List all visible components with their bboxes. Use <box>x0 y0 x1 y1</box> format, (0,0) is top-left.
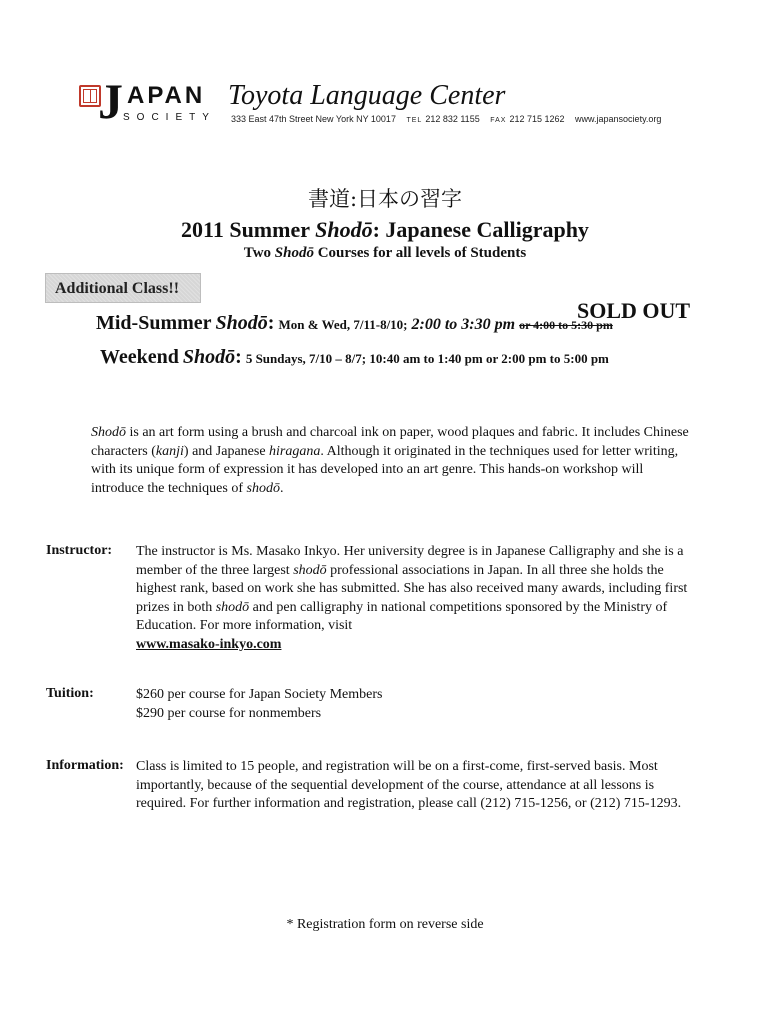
logo-letter-j: J <box>98 73 123 129</box>
instructor-text <box>136 543 696 654</box>
intro-text: . Although it originated in the techniques used for letter writing, with its unique form of expression it has developed into an art genre. This hands-on workshop will introduce the techniques of <box>91 443 679 496</box>
midsummer-dates: Mon & Wed, 7/11-8/10; <box>278 317 408 332</box>
sold-out-badge: SOLD OUT <box>577 298 691 323</box>
instructor-text-part: professional associations in Japan. In all three she holds the highest rank, based on work she has submitted. She has also received many awards, including first prizes in both <box>136 562 688 615</box>
instructor-text-part: shodō <box>293 562 327 578</box>
sub-title-suffix: Courses for all levels of Students <box>317 245 527 261</box>
website-link[interactable]: www.japansociety.org <box>575 114 662 124</box>
intro-text: Shodō <box>91 425 126 440</box>
information-text: Class is limited to 15 people, and registration will be on a first-come, first-served basis. Most importantly, because of the sequential development of the course, attendance at all lessons is required. For further information and registration, please call (212) 715-1256, or (212) 715-1293. <box>136 759 682 811</box>
additional-class-badge: Additional Class!! <box>45 273 201 303</box>
logo-apan: APAN <box>127 82 206 109</box>
weekend-course <box>100 346 609 369</box>
midsummer-name: Mid-Summer <box>96 312 212 334</box>
tel-number: 212 832 1155 <box>425 114 480 124</box>
midsummer-course <box>96 312 613 335</box>
instructor-website-link[interactable]: www.masako-inkyo.com <box>136 636 282 652</box>
sub-title-prefix: Two <box>243 245 272 261</box>
instructor-text-part: and pen calligraphy in national competitions sponsored by the Ministry of Education. For more information, visit <box>136 599 668 633</box>
main-title-shodo: Shodō <box>315 217 373 242</box>
main-title-year: 2011 Summer <box>181 217 310 242</box>
tuition-nonmembers: $290 per course for nonmembers <box>136 705 322 721</box>
instructor-text-part: shodō <box>215 599 250 615</box>
main-title-suffix: : Japanese Calligraphy <box>372 217 589 242</box>
sub-title-shodo: Shodō <box>274 245 314 261</box>
instructor-label: Instructor: <box>46 543 113 558</box>
midsummer-time: 2:00 to 3:30 pm <box>411 316 516 333</box>
intro-text: . <box>279 480 284 496</box>
address: 333 East 47th Street New York NY 10017 <box>231 114 396 124</box>
midsummer-shodo: Shodō <box>215 312 268 334</box>
intro-text: shodō <box>246 480 280 496</box>
intro-text: kanji <box>155 443 184 459</box>
fax-number: 212 715 1262 <box>509 114 565 124</box>
weekend-shodo: Shodō <box>182 346 236 368</box>
tuition-members: $260 per course for Japan Society Members <box>136 687 383 702</box>
main-title <box>0 217 770 243</box>
tuition-label: Tuition: <box>46 686 94 701</box>
weekend-colon: : <box>235 346 242 368</box>
logo-society: SOCIETY <box>123 112 216 123</box>
intro-paragraph <box>91 424 691 498</box>
information-label: Information: <box>46 758 124 773</box>
midsummer-cancelled-time: or 4:00 to 5:30 pm <box>519 318 613 332</box>
contact-line <box>231 114 661 124</box>
instructor-text-part: The instructor is Ms. Masako Inkyo. Her university degree is in Japanese Calligraphy and she is a member of the three largest <box>136 544 684 578</box>
fax-label: FAX <box>490 117 507 124</box>
sub-title <box>0 245 770 262</box>
weekend-name: Weekend <box>100 346 179 368</box>
intro-text: is an art form using a brush and charcoal ink on paper, wood plaques and fabric. It includes Chinese characters ( <box>91 425 689 459</box>
japanese-title: 書道:日本の習字 <box>307 187 463 211</box>
center-name: Toyota Language Center <box>228 80 506 111</box>
weekend-details: 5 Sundays, 7/10 – 8/7; 10:40 am to 1:40 pm or 2:00 pm to 5:00 pm <box>245 351 609 366</box>
registration-note: * Registration form on reverse side <box>286 917 484 932</box>
tuition-text <box>136 686 696 723</box>
intro-text: ) and Japanese <box>183 443 270 459</box>
midsummer-colon: : <box>267 312 275 334</box>
tel-label: TEL <box>406 117 423 124</box>
intro-text: hiragana <box>269 443 321 459</box>
